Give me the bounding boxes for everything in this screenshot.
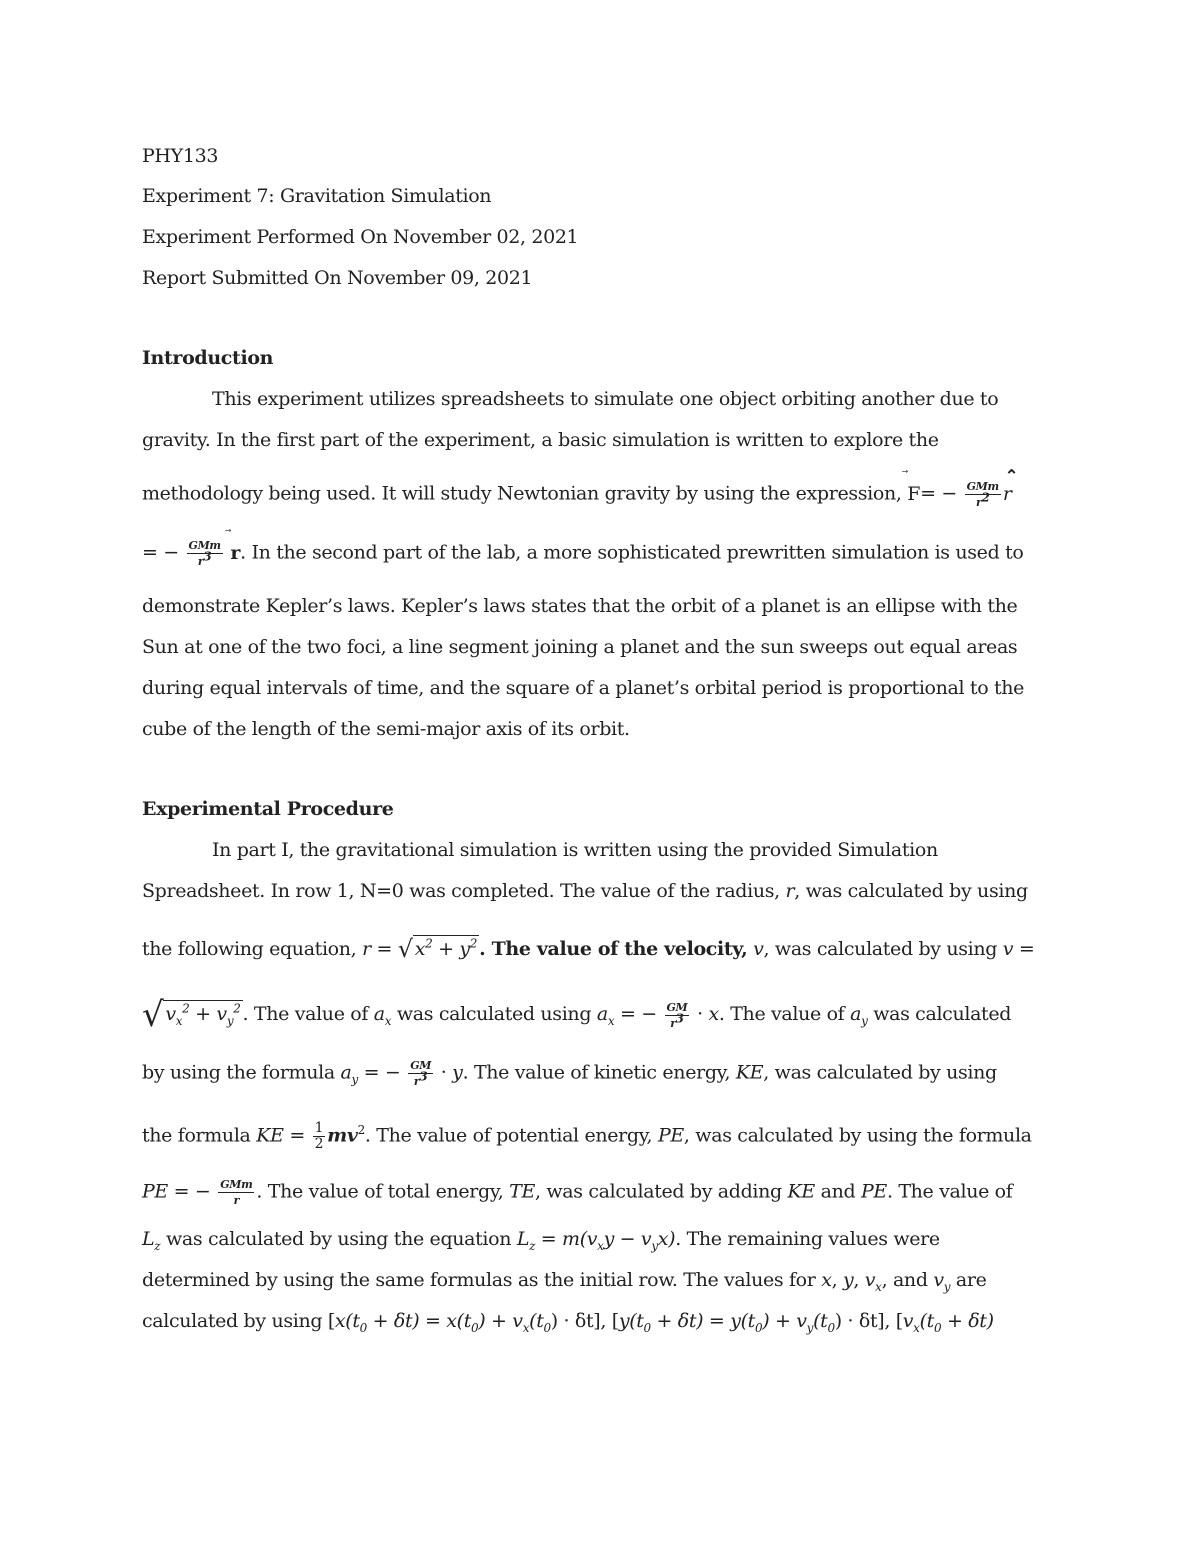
proc-line-1: In part I, the gravitational simulation is written using the provided Simulation	[212, 839, 938, 861]
proc-line-7: PE = − $\frac{\text{GMm}}{r}$ . The value of total energy, TE, was calculated by adding KE and PE. The value of	[142, 1178, 1013, 1207]
position-vector: r	[230, 541, 241, 564]
unit-vector-r: ⌃ r	[1002, 465, 1018, 505]
intro-line-2: gravity. In the first part of the experiment, a basic simulation is written to explore the	[142, 429, 939, 451]
intro-line-1: This experiment utilizes spreadsheets to simulate one object orbiting another due to	[212, 388, 999, 410]
fraction-gmm-r2: $\frac{\text{GMm}}{r^2}$	[966, 480, 999, 509]
experiment-title: Experiment 7: Gravitation Simulation	[142, 185, 492, 207]
proc-line-2: Spreadsheet. In row 1, N=0 was completed. The value of the radius, r, was calculated by using	[142, 880, 1028, 902]
intro-line-5: demonstrate Kepler’s laws. Kepler’s laws states that the orbit of a planet is an ellipse with the	[142, 595, 1018, 617]
sqrt-icon: √	[142, 995, 164, 1035]
intro-line-7: during equal intervals of time, and the square of a planet’s orbital period is proportional to the	[142, 677, 1025, 699]
proc-line-5: by using the formula $a_y$ = − $\frac{GM}{r^3}$ · y. The value of kinetic energy, KE, was calculated by using	[142, 1059, 997, 1088]
force-vector: F	[907, 482, 921, 505]
submitted-date: Report Submitted On November 09, 2021	[142, 267, 533, 289]
introduction-heading: Introduction	[142, 347, 274, 369]
sqrt-icon: √	[397, 935, 413, 963]
proc-line-3: the following equation, r = √ $x^2 + y^2$ . The value of the velocity, v, was calculated by using v =	[142, 935, 1035, 963]
sqrt-velocity-expression: √ $v_x^2 + v_y^2$	[142, 995, 241, 1035]
proc-line-9: determined by using the same formulas as the initial row. The values for x, y, $v_x$, and $v_y$ are	[142, 1269, 987, 1294]
intro-line-4: = − $\frac{\text{GMm}}{r^3}$ r. In the second part of the lab, a more sophisticated prewritten simulation is used to	[142, 539, 1024, 568]
proc-line-4: √ $v_x^2 + v_y^2$ . The value of $a_x$ was calculated using $a_x$ = − $\frac{GM}{r^3}$ · x. The value of $a_y$ was calculated	[142, 995, 1012, 1035]
procedure-heading: Experimental Procedure	[142, 798, 394, 820]
fraction-one-half: $\frac{1}{2}$	[314, 1120, 324, 1152]
intro-text: methodology being used. It will study Newtonian gravity by using the expression,	[142, 482, 902, 505]
fraction-gmm-r: $\frac{\text{GMm}}{r}$	[220, 1178, 253, 1207]
proc-line-10: calculated by using $[x(t_0 + \delta t) = x(t_0) + v_x(t_0) \cdot \delta t]$, $[y(t_0 + \delta t) = y(t_0) + v_y(t_0) \cdot \delta t]$, [$v_x(t_0 + \delta t)$	[142, 1310, 994, 1335]
intro-line-8: cube of the length of the semi-major axis of its orbit.	[142, 718, 630, 740]
performed-date: Experiment Performed On November 02, 2021	[142, 226, 579, 248]
proc-line-8: $L_z$ was calculated by using the equation $L_z = m(v_xy - v_yx)$. The remaining values were	[142, 1228, 940, 1253]
fraction-gm-r3: $\frac{GM}{r^3}$	[410, 1059, 432, 1088]
fraction-gm-r3: $\frac{GM}{r^3}$	[666, 1000, 688, 1030]
course-code: PHY133	[142, 145, 219, 167]
sqrt-radius-expression: √ $x^2 + y^2$	[397, 935, 478, 963]
intro-line-6: Sun at one of the two foci, a line segment joining a planet and the sun sweeps out equal areas	[142, 636, 1018, 658]
hat-icon: ⌃	[1004, 465, 1018, 485]
proc-line-6: the formula KE = $\frac{1}{2}$ $mv^2$. The value of potential energy, PE, was calculated by using the formula	[142, 1120, 1032, 1152]
fraction-gmm-r3: $\frac{\text{GMm}}{r^3}$	[188, 539, 221, 568]
intro-line-3: methodology being used. It will study Newtonian gravity by using the expression, F= − $\frac{\text{GMm}}{r^2}$ ⌃ r	[142, 465, 1018, 509]
